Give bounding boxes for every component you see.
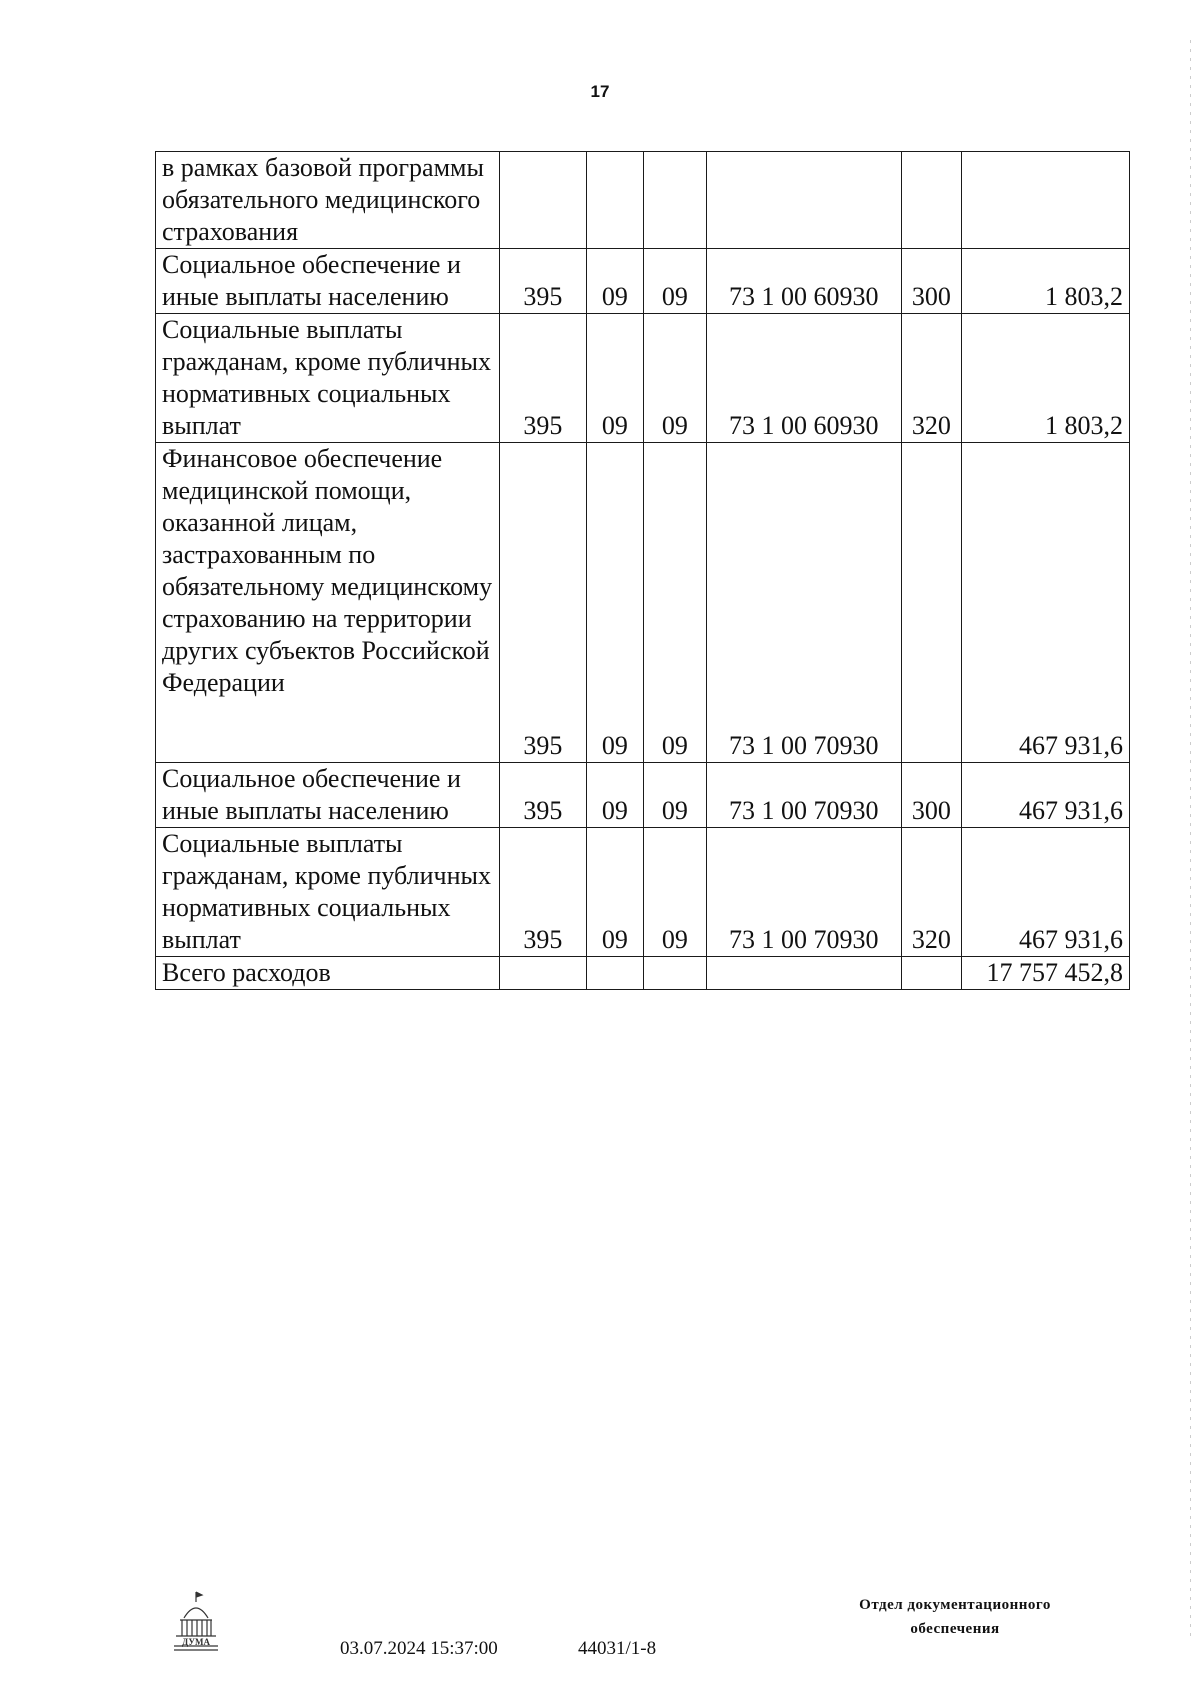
section-code-cell [586, 957, 643, 990]
expense-type-cell: 320 [901, 828, 962, 957]
amount-cell: 467 931,6 [962, 763, 1130, 828]
row-name-cell: Социальное обеспечение и иные выплаты населению [156, 763, 500, 828]
target-article-cell [706, 957, 901, 990]
target-article-cell: 73 1 00 70930 [706, 763, 901, 828]
amount-cell: 1 803,2 [962, 249, 1130, 314]
target-article-cell [706, 152, 901, 249]
table-row [156, 828, 1130, 957]
subsection-code-cell: 09 [644, 443, 707, 763]
subsection-code-cell: 09 [644, 828, 707, 957]
row-name-cell: Социальное обеспечение и иные выплаты населению [156, 249, 500, 314]
expense-type-cell [901, 443, 962, 763]
admin-code-cell: 395 [500, 443, 587, 763]
admin-code-cell [500, 152, 587, 249]
amount-cell: 1 803,2 [962, 314, 1130, 443]
section-code-cell: 09 [586, 763, 643, 828]
department-line-1: Отдел документационного [859, 1597, 1051, 1613]
table-total-row [156, 957, 1130, 990]
expense-type-cell [901, 957, 962, 990]
row-name-cell: Социальные выплаты гражданам, кроме публичных нормативных социальных выплат [156, 828, 500, 957]
registration-datetime: 03.07.2024 15:37:00 [340, 1638, 498, 1659]
logo-text: ДУМА [182, 1637, 210, 1647]
department-line-2: обеспечения [910, 1621, 1000, 1637]
expense-type-cell: 300 [901, 763, 962, 828]
amount-cell [962, 152, 1130, 249]
expense-type-cell: 320 [901, 314, 962, 443]
target-article-cell: 73 1 00 60930 [706, 249, 901, 314]
row-name-cell: Всего расходов [156, 957, 500, 990]
subsection-code-cell [644, 152, 707, 249]
row-name-cell: в рамках базовой программы обязательного медицинского страхования [156, 152, 500, 249]
expense-type-cell: 300 [901, 249, 962, 314]
admin-code-cell: 395 [500, 763, 587, 828]
table-row [156, 443, 1130, 763]
budget-expenses-table [155, 151, 1130, 990]
section-code-cell: 09 [586, 249, 643, 314]
section-code-cell [586, 152, 643, 249]
row-name-cell: Социальные выплаты гражданам, кроме публичных нормативных социальных выплат [156, 314, 500, 443]
section-code-cell: 09 [586, 828, 643, 957]
subsection-code-cell: 09 [644, 763, 707, 828]
department-stamp [810, 1593, 1100, 1641]
target-article-cell: 73 1 00 70930 [706, 443, 901, 763]
registration-number: 44031/1-8 [578, 1638, 657, 1659]
subsection-code-cell: 09 [644, 314, 707, 443]
section-code-cell: 09 [586, 443, 643, 763]
amount-cell: 467 931,6 [962, 828, 1130, 957]
admin-code-cell: 395 [500, 828, 587, 957]
admin-code-cell: 395 [500, 314, 587, 443]
subsection-code-cell: 09 [644, 249, 707, 314]
total-amount-cell: 17 757 452,8 [962, 957, 1130, 990]
subsection-code-cell [644, 957, 707, 990]
duma-emblem-logo [170, 1588, 222, 1660]
page-number: 17 [590, 82, 610, 101]
row-name-cell: Финансовое обеспечение медицинской помощи, оказанной лицам, застрахованным по обязательному медицинскому страхованию на территории других субъектов Российской Федерации [156, 443, 500, 763]
table-row [156, 152, 1130, 249]
table-row [156, 763, 1130, 828]
target-article-cell: 73 1 00 70930 [706, 828, 901, 957]
admin-code-cell [500, 957, 587, 990]
table-row [156, 249, 1130, 314]
section-code-cell: 09 [586, 314, 643, 443]
scan-edge-artifact [1190, 40, 1191, 1640]
admin-code-cell: 395 [500, 249, 587, 314]
expense-type-cell [901, 152, 962, 249]
amount-cell: 467 931,6 [962, 443, 1130, 763]
table-row [156, 314, 1130, 443]
target-article-cell: 73 1 00 60930 [706, 314, 901, 443]
